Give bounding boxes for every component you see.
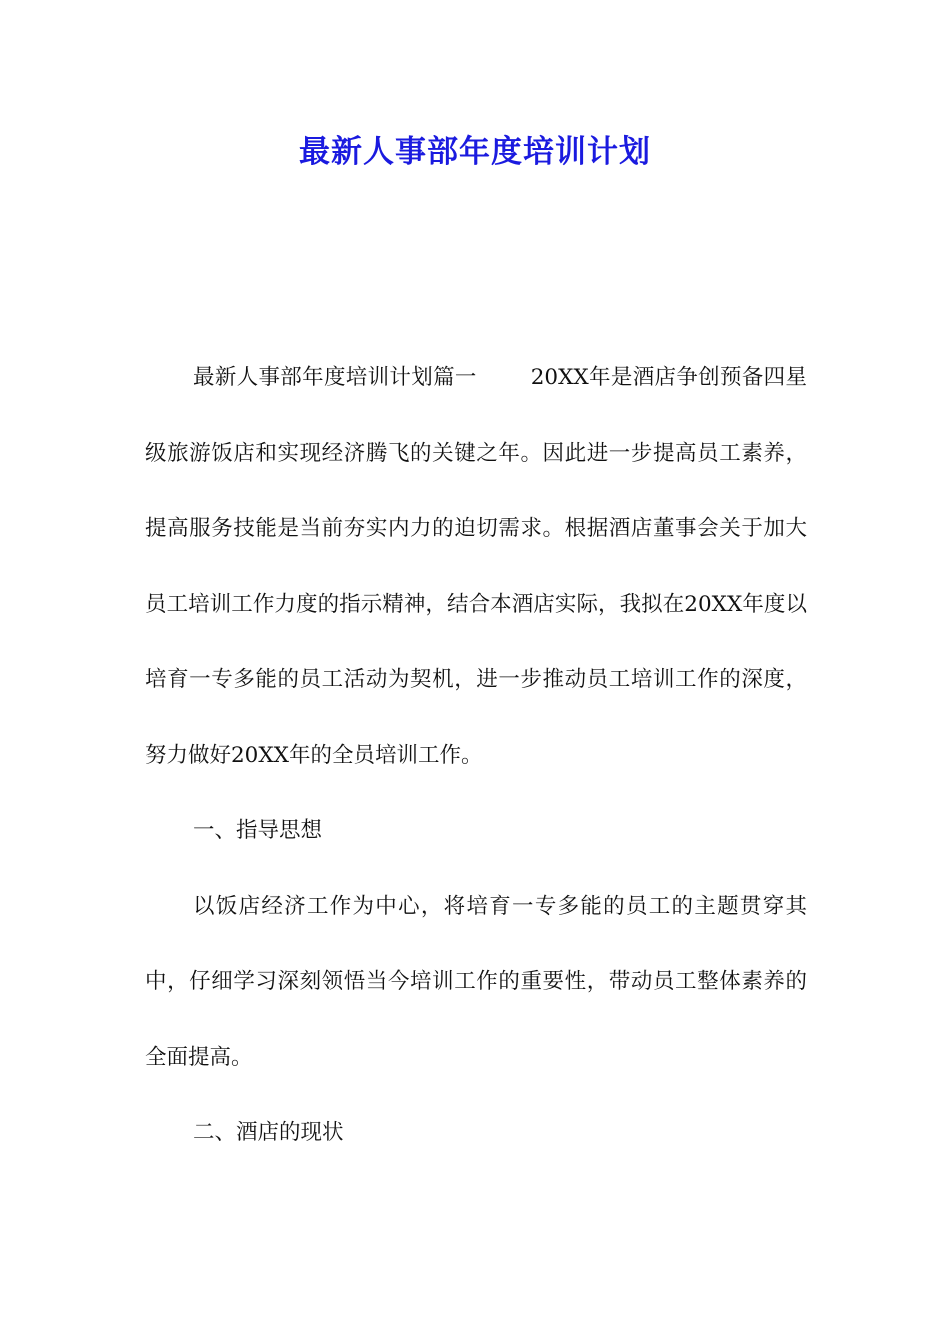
- guiding-principle-paragraph: 以饭店经济工作为中心，将培育一专多能的员工的主题贯穿其中，仔细学习深刻领悟当今培训工作的重要性，带动员工整体素养的全面提高。: [145, 893, 807, 1070]
- intro-text: 20XX年是酒店争创预备四星级旅游饭店和实现经济腾飞的关键之年。因此进一步提高员工素养，提高服务技能是当前夯实内力的迫切需求。根据酒店董事会关于加大员工培训工作力度的指示精神，结合本酒店实际，我拟在20XX年度以培育一专多能的员工活动为契机，进一步推动员工培训工作的深度，努力做好20XX年的全员培训工作。: [145, 365, 807, 768]
- section-heading-guiding-principle: 一、指导思想: [193, 818, 323, 843]
- section-heading-hotel-status: 二、酒店的现状: [193, 1120, 344, 1145]
- document-body: [145, 340, 807, 1171]
- document-title: 最新人事部年度培训计划: [299, 134, 651, 170]
- intro-lead: 最新人事部年度培训计划篇一: [193, 365, 477, 390]
- intro-paragraph: [145, 340, 807, 793]
